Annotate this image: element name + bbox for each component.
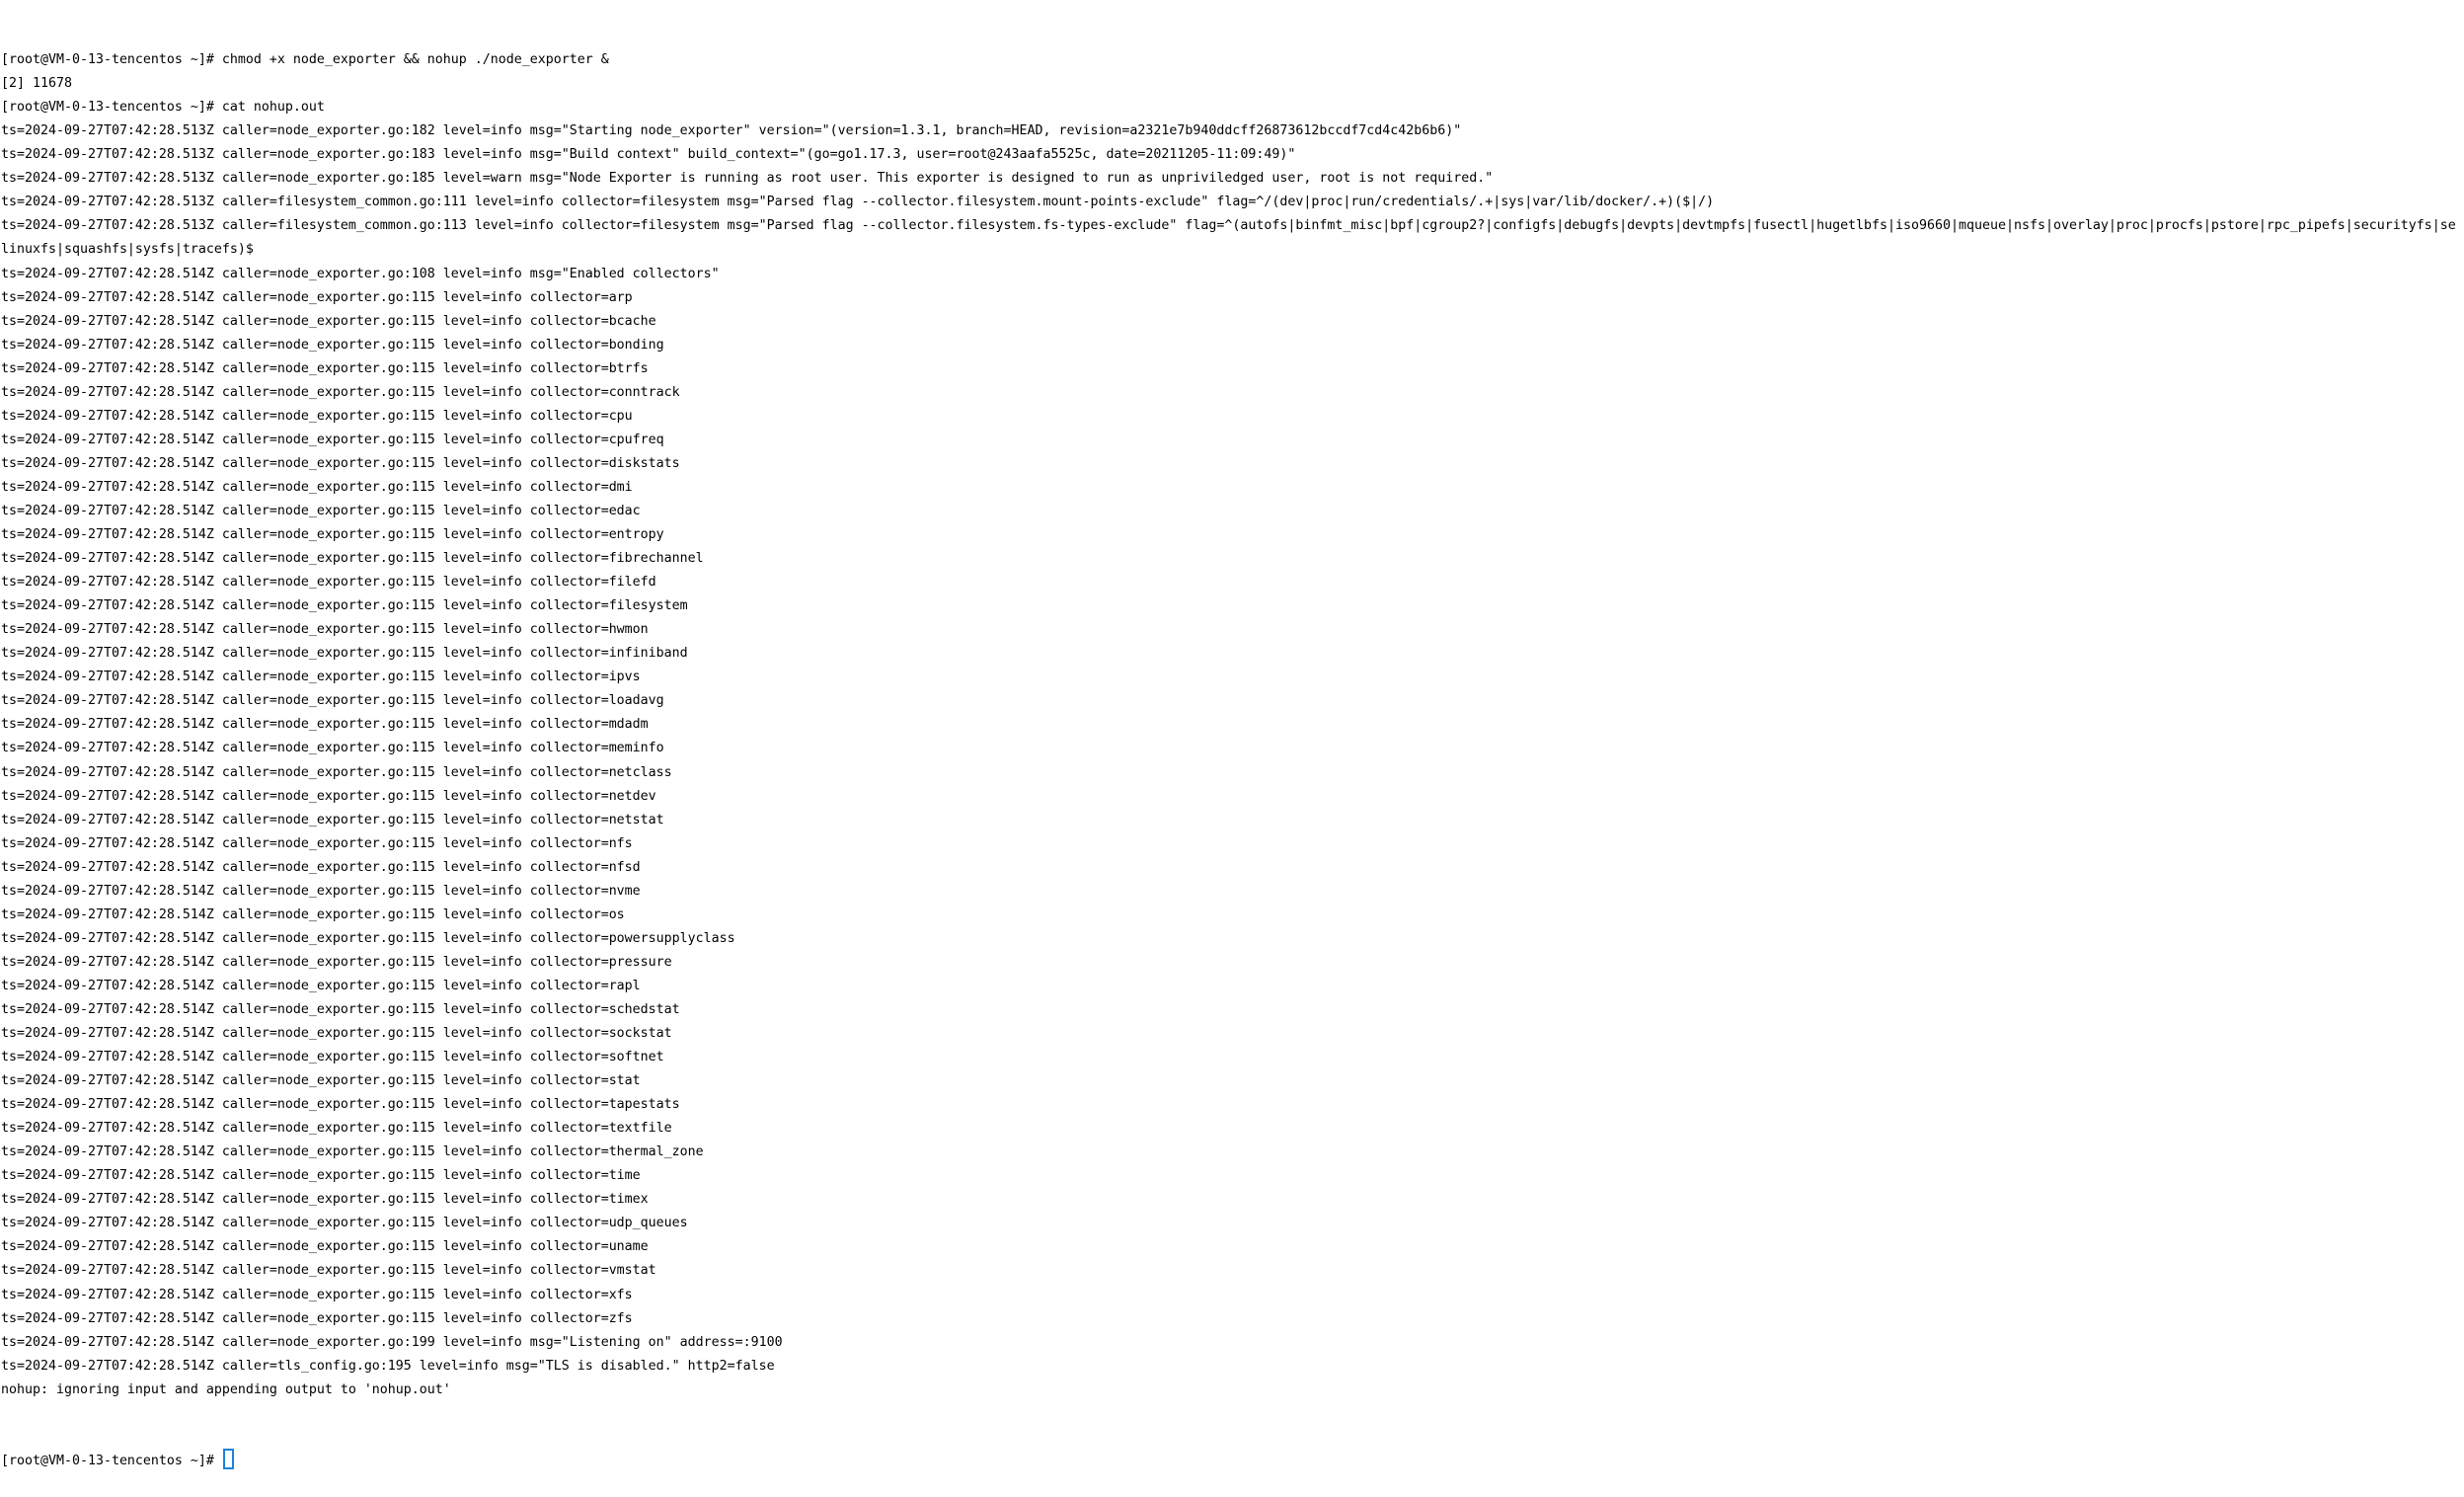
- terminal-line: ts=2024-09-27T07:42:28.514Z caller=node_exporter.go:115 level=info collector=mdadm: [1, 717, 649, 733]
- terminal-line: ts=2024-09-27T07:42:28.514Z caller=tls_config.go:195 level=info msg="TLS is disabled." http2=false: [1, 1358, 775, 1374]
- terminal-line: ts=2024-09-27T07:42:28.514Z caller=node_exporter.go:115 level=info collector=rapl: [1, 978, 641, 993]
- terminal-line: ts=2024-09-27T07:42:28.514Z caller=node_exporter.go:115 level=info collector=nvme: [1, 883, 641, 899]
- terminal-line: [root@VM-0-13-tencentos ~]# cat nohup.out: [1, 100, 325, 116]
- terminal-line: ts=2024-09-27T07:42:28.514Z caller=node_exporter.go:115 level=info collector=meminfo: [1, 741, 664, 756]
- terminal-line: ts=2024-09-27T07:42:28.514Z caller=node_exporter.go:115 level=info collector=udp_queues: [1, 1216, 688, 1231]
- terminal-line: ts=2024-09-27T07:42:28.514Z caller=node_exporter.go:115 level=info collector=arp: [1, 289, 633, 305]
- terminal-line: ts=2024-09-27T07:42:28.514Z caller=node_exporter.go:115 level=info collector=infiniband: [1, 646, 688, 662]
- terminal-line: ts=2024-09-27T07:42:28.514Z caller=node_exporter.go:115 level=info collector=stat: [1, 1073, 641, 1089]
- terminal-line: ts=2024-09-27T07:42:28.514Z caller=node_exporter.go:115 level=info collector=entropy: [1, 527, 664, 543]
- terminal-line: ts=2024-09-27T07:42:28.514Z caller=node_exporter.go:115 level=info collector=hwmon: [1, 622, 649, 638]
- prompt-line: [1, 1450, 2464, 1473]
- terminal-line: ts=2024-09-27T07:42:28.514Z caller=node_exporter.go:115 level=info collector=fibrechannel: [1, 551, 704, 567]
- shell-prompt: [root@VM-0-13-tencentos ~]#: [1, 1453, 222, 1468]
- terminal-line: ts=2024-09-27T07:42:28.514Z caller=node_exporter.go:115 level=info collector=edac: [1, 503, 641, 518]
- terminal-line: ts=2024-09-27T07:42:28.514Z caller=node_exporter.go:115 level=info collector=btrfs: [1, 360, 649, 376]
- terminal-line: nohup: ignoring input and appending output to 'nohup.out': [1, 1381, 451, 1397]
- terminal-line: ts=2024-09-27T07:42:28.514Z caller=node_exporter.go:115 level=info collector=pressure: [1, 954, 672, 970]
- terminal-line: ts=2024-09-27T07:42:28.514Z caller=node_exporter.go:115 level=info collector=filesystem: [1, 598, 688, 614]
- terminal-line: ts=2024-09-27T07:42:28.514Z caller=node_exporter.go:115 level=info collector=netstat: [1, 812, 664, 827]
- terminal-line: ts=2024-09-27T07:42:28.514Z caller=node_exporter.go:115 level=info collector=conntrack: [1, 384, 680, 400]
- terminal-line: ts=2024-09-27T07:42:28.514Z caller=node_exporter.go:108 level=info msg="Enabled collectors": [1, 266, 720, 281]
- terminal-line: ts=2024-09-27T07:42:28.514Z caller=node_exporter.go:115 level=info collector=tapestats: [1, 1097, 680, 1113]
- terminal-line: ts=2024-09-27T07:42:28.514Z caller=node_exporter.go:115 level=info collector=vmstat: [1, 1263, 656, 1279]
- terminal-line: ts=2024-09-27T07:42:28.514Z caller=node_exporter.go:115 level=info collector=diskstats: [1, 455, 680, 471]
- terminal-line: ts=2024-09-27T07:42:28.514Z caller=node_exporter.go:115 level=info collector=sockstat: [1, 1026, 672, 1042]
- terminal-line: ts=2024-09-27T07:42:28.514Z caller=node_exporter.go:115 level=info collector=filefd: [1, 575, 656, 591]
- terminal-line: [root@VM-0-13-tencentos ~]# chmod +x node_exporter && nohup ./node_exporter &: [1, 52, 609, 68]
- terminal-line: linuxfs|squashfs|sysfs|tracefs)$: [1, 242, 254, 258]
- terminal-line: ts=2024-09-27T07:42:28.514Z caller=node_exporter.go:115 level=info collector=uname: [1, 1239, 649, 1255]
- terminal-line: ts=2024-09-27T07:42:28.514Z caller=node_exporter.go:115 level=info collector=powersupplyclass: [1, 930, 735, 946]
- terminal-line: [2] 11678: [1, 76, 72, 92]
- terminal-line: ts=2024-09-27T07:42:28.514Z caller=node_exporter.go:115 level=info collector=netclass: [1, 764, 672, 780]
- terminal-line: ts=2024-09-27T07:42:28.514Z caller=node_exporter.go:115 level=info collector=xfs: [1, 1287, 633, 1302]
- terminal-line: ts=2024-09-27T07:42:28.514Z caller=node_exporter.go:115 level=info collector=time: [1, 1168, 641, 1184]
- terminal-line: ts=2024-09-27T07:42:28.514Z caller=node_exporter.go:199 level=info msg="Listening on" address=:9100: [1, 1334, 783, 1350]
- terminal-line: ts=2024-09-27T07:42:28.513Z caller=filesystem_common.go:111 level=info collector=filesystem msg="Parsed flag --collector.filesystem.mount-points-exclude" flag=^/(dev|proc|run/credentials/.+|sys|var/lib/docker/.+)($|/): [1, 195, 1715, 210]
- terminal-line: ts=2024-09-27T07:42:28.513Z caller=node_exporter.go:185 level=warn msg="Node Exporter is running as root user. This exporter is designed to run as unpriviledged user, root is not required.": [1, 171, 1494, 187]
- terminal-line: ts=2024-09-27T07:42:28.514Z caller=node_exporter.go:115 level=info collector=bcache: [1, 313, 656, 329]
- terminal-line: ts=2024-09-27T07:42:28.514Z caller=node_exporter.go:115 level=info collector=loadavg: [1, 693, 664, 709]
- terminal-scrollback: [1, 48, 2464, 1402]
- terminal-line: ts=2024-09-27T07:42:28.514Z caller=node_exporter.go:115 level=info collector=os: [1, 906, 625, 922]
- terminal-line: ts=2024-09-27T07:42:28.514Z caller=node_exporter.go:115 level=info collector=dmi: [1, 479, 633, 495]
- terminal-line: ts=2024-09-27T07:42:28.514Z caller=node_exporter.go:115 level=info collector=ipvs: [1, 670, 641, 685]
- terminal-line: ts=2024-09-27T07:42:28.514Z caller=node_exporter.go:115 level=info collector=timex: [1, 1192, 649, 1208]
- terminal-line: ts=2024-09-27T07:42:28.513Z caller=node_exporter.go:182 level=info msg="Starting node_exporter" version="(version=1.3.1, branch=HEAD, revision=a2321e7b940ddcff26873612bccdf7cd4c42b6b6)": [1, 123, 1462, 139]
- terminal-line: ts=2024-09-27T07:42:28.514Z caller=node_exporter.go:115 level=info collector=softnet: [1, 1050, 664, 1065]
- terminal-line: ts=2024-09-27T07:42:28.514Z caller=node_exporter.go:115 level=info collector=cpufreq: [1, 432, 664, 447]
- terminal-line: ts=2024-09-27T07:42:28.514Z caller=node_exporter.go:115 level=info collector=nfsd: [1, 859, 641, 875]
- terminal-line: ts=2024-09-27T07:42:28.514Z caller=node_exporter.go:115 level=info collector=textfile: [1, 1121, 672, 1137]
- terminal-line: ts=2024-09-27T07:42:28.514Z caller=node_exporter.go:115 level=info collector=zfs: [1, 1310, 633, 1326]
- terminal-line: ts=2024-09-27T07:42:28.514Z caller=node_exporter.go:115 level=info collector=schedstat: [1, 1001, 680, 1017]
- terminal-line: ts=2024-09-27T07:42:28.513Z caller=filesystem_common.go:113 level=info collector=filesystem msg="Parsed flag --collector.filesystem.fs-types-exclude" flag=^(autofs|binfmt_misc|bpf|cgroup2?|configfs|debugfs|devpts|devtmpfs|fusectl|hugetlbfs|iso9660|mqueue|nsfs|overlay|proc|procfs|pstore|rpc_pipefs|securityfs|se: [1, 218, 2456, 234]
- terminal-line: ts=2024-09-27T07:42:28.514Z caller=node_exporter.go:115 level=info collector=cpu: [1, 408, 633, 424]
- terminal-line: ts=2024-09-27T07:42:28.514Z caller=node_exporter.go:115 level=info collector=nfs: [1, 835, 633, 851]
- terminal-cursor: [223, 1449, 234, 1469]
- terminal-line: ts=2024-09-27T07:42:28.514Z caller=node_exporter.go:115 level=info collector=netdev: [1, 788, 656, 804]
- terminal-line: ts=2024-09-27T07:42:28.513Z caller=node_exporter.go:183 level=info msg="Build context" build_context="(go=go1.17.3, user=root@243aafa5525c, date=20211205-11:09:49)": [1, 147, 1296, 163]
- terminal-line: ts=2024-09-27T07:42:28.514Z caller=node_exporter.go:115 level=info collector=bonding: [1, 337, 664, 353]
- terminal-line: ts=2024-09-27T07:42:28.514Z caller=node_exporter.go:115 level=info collector=thermal_zone: [1, 1144, 704, 1160]
